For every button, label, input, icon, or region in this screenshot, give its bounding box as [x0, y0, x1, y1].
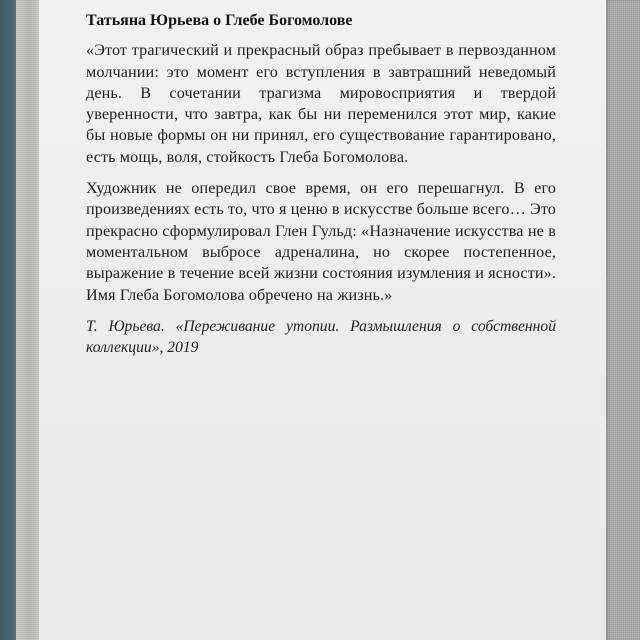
linen-border-left: [16, 0, 39, 640]
linen-border-right: [606, 0, 640, 640]
quote-paragraph-2: Художник не опередил свое время, он его перешагнул. В его произведениях есть то, что я ценю в искусстве больше всего… Это прекрасно сформулировал Глен Гульд: «Назначение искусства не в моментальном выбросе адреналина, но скорее постепенное, выражение в течение всей жизни состояния изумления и ясности». Имя Глеба Богомолова обречено на жизнь.»: [86, 179, 556, 304]
panel-content: [86, 10, 556, 358]
document-title: Татьяна Юрьева о Глебе Богомолове: [86, 12, 353, 29]
citation: Т. Юрьева. «Переживание утопии. Размышления о собственной коллекции», 2019: [86, 317, 556, 357]
quote-paragraph-1: «Этот трагический и прекрасный образ пребывает в первозданном молчании: это момент его вступления в завтрашний неведомый день. В сочетании трагизма мировосприятия и твердой уверенности, что завтра, как бы ни переменился этот мир, какие бы новые формы он ни принял, его существование гарантировано, есть мощь, воля, стойкость Глеба Богомолова.: [86, 41, 556, 166]
teal-wall-strip: [0, 0, 16, 640]
